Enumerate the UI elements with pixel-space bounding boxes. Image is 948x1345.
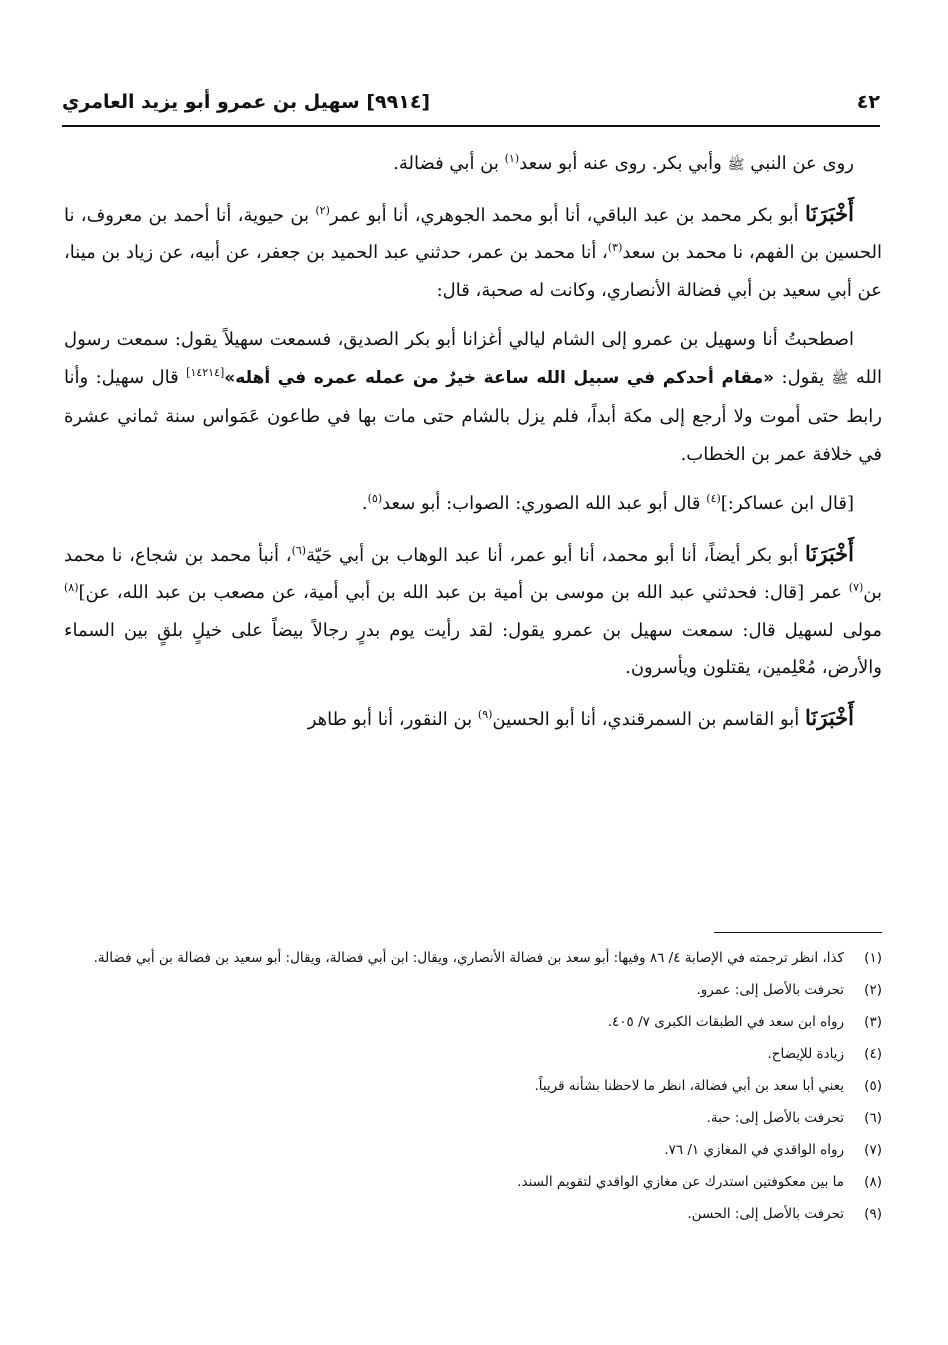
text: بن حيوية، أنا أحمد بن معروف، نا الحسين بن الفهم، نا محمد بن سعد xyxy=(64,204,882,263)
text: ، أنا محمد بن عمر، حدثني عبد الحميد بن جعفر، عن أبيه، عن زياد بن مينا، عن أبي سعيد بن أبي فضالة الأنصاري، وكانت له صحبة، قال: xyxy=(64,242,882,301)
footnote-number: (٤) xyxy=(864,1046,882,1062)
footnote-text: تحرفت بالأصل إلى: عمرو. xyxy=(696,982,844,998)
text: أبو القاسم بن السمرقندي، أنا أبو الحسين xyxy=(492,708,800,730)
salawat-glyph: ﷺ xyxy=(831,370,849,387)
footnote-ref-5[interactable]: (٥) xyxy=(367,492,383,505)
text: [قال ابن عساكر:] xyxy=(720,493,854,514)
footnote-4 xyxy=(62,1038,882,1070)
paragraph-4 xyxy=(64,485,882,523)
text: بن أبي فضالة. xyxy=(393,153,499,174)
footnote-number: (٦) xyxy=(864,1110,882,1126)
text: اصطحبتُ أنا وسهيل بن عمرو إلى الشام ليالي أغزانا أبو بكر الصديق، فسمعت سهيلاً يقول: سمعت رسول الله xyxy=(64,329,882,388)
text: قال سهيل: وأنا رابط حتى أموت ولا أرجع إلى مكة أبداً، فلم يزل بالشام حتى مات بها في طاعون عَمَواس سنة ثماني عشرة في خلافة عمر بن الخطاب. xyxy=(64,366,883,465)
keyword-akhbarana: أَخْبَرَنَا xyxy=(805,704,854,730)
header-rule xyxy=(62,125,880,127)
text: وأبي بكر. روى عنه أبو سعد xyxy=(519,153,722,174)
footnote-ref-1[interactable]: (١) xyxy=(504,152,520,165)
footnote-separator xyxy=(714,932,882,933)
footnote-number: (٧) xyxy=(864,1142,882,1158)
text: يقول: xyxy=(781,366,825,388)
footnote-text: تحرفت بالأصل إلى: حبة. xyxy=(706,1110,844,1126)
footnote-9 xyxy=(62,1198,882,1230)
paragraph-3 xyxy=(64,321,882,473)
footnote-ref-2[interactable]: (٢) xyxy=(315,203,330,217)
salawat-glyph: ﷺ xyxy=(727,157,745,173)
text: قال أبو عبد الله الصوري: الصواب: أبو سعد xyxy=(382,493,701,514)
text: أبو بكر محمد بن عبد الباقي، أنا أبو محمد الجوهري، أنا أبو عمر xyxy=(329,204,799,226)
footnote-text: ما بين معكوفتين استدرك عن مغازي الواقدي لتقويم السند. xyxy=(517,1174,844,1190)
text: أبو بكر أيضاً، أنا أبو محمد، أنا أبو عمر، أنا عبد الوهاب بن أبي حَيّة xyxy=(306,544,799,566)
keyword-akhbarana: أَخْبَرَنَا xyxy=(805,540,854,566)
hadith-text: «مقام أحدكم في سبيل الله ساعة خيرٌ من عمله عمره في أهله» xyxy=(224,367,775,388)
main-text xyxy=(64,145,882,750)
footnote-text: يعني أبا سعد بن أبي فضالة، انظر ما لاحظنا بشأنه قريباً. xyxy=(534,1078,844,1094)
footnote-text: كذا، انظر ترجمته في الإصابة ٤/ ٨٦ وفيها: أبو سعد بن فضالة الأنصاري، ويقال: ابن أبي فضالة، ويقال: أبو سعيد بن فضالة بن أبي فضالة. xyxy=(93,950,844,966)
text: . xyxy=(361,493,368,514)
page-number: ٤٢ xyxy=(856,91,880,113)
footnotes xyxy=(62,942,882,1230)
footnote-1 xyxy=(62,942,882,974)
hadith-number: [١٤٢١٤] xyxy=(186,365,225,379)
footnote-number: (٢) xyxy=(864,982,882,998)
header-title: [٩٩١٤] سهيل بن عمرو أبو يزيد العامري xyxy=(62,91,431,113)
text: بن النقور، أنا أبو طاهر xyxy=(307,708,473,730)
footnote-number: (٥) xyxy=(864,1078,882,1094)
paragraph-5 xyxy=(64,535,882,687)
footnote-2 xyxy=(62,974,882,1006)
footnote-7 xyxy=(62,1134,882,1166)
footnote-text: رواه ابن سعد في الطبقات الكبرى ٧/ ٤٠٥. xyxy=(607,1014,844,1030)
keyword-akhbarana: أَخْبَرَنَا xyxy=(805,200,854,226)
text: مولى لسهيل قال: سمعت سهيل بن عمرو يقول: لقد رأيت يوم بدرٍ رجالاً بيضاً على خيلٍ بلقٍ بين السماء والأرض، مُعْلِمين، يقتلون ويأسرون. xyxy=(64,619,882,678)
footnote-ref-6[interactable]: (٦) xyxy=(291,543,307,557)
footnote-number: (٨) xyxy=(864,1174,882,1190)
footnote-8 xyxy=(62,1166,882,1198)
footnote-ref-8[interactable]: (٨) xyxy=(64,581,79,594)
running-header xyxy=(62,84,880,120)
footnote-text: تحرفت بالأصل إلى: الحسن. xyxy=(687,1206,844,1222)
footnote-ref-9[interactable]: (٩) xyxy=(477,707,493,721)
footnote-ref-4[interactable]: (٤) xyxy=(706,492,721,505)
text: روى عن النبي xyxy=(750,153,854,174)
footnote-text: زيادة للإيضاح. xyxy=(767,1046,844,1062)
footnote-number: (٩) xyxy=(864,1206,882,1222)
footnote-ref-3[interactable]: (٣) xyxy=(607,241,623,254)
paragraph-1 xyxy=(64,145,882,185)
footnote-ref-7[interactable]: (٧) xyxy=(848,581,864,594)
text: عمر [قال: فحدثني عبد الله بن موسى بن أمية بن عبد الله بن أبي أمية، عن مصعب بن عبد الله، عن] xyxy=(78,582,842,603)
footnote-5 xyxy=(62,1070,882,1102)
footnote-text: رواه الواقدي في المغازي ١/ ٧٦. xyxy=(664,1142,844,1158)
footnote-number: (٣) xyxy=(864,1014,882,1030)
footnote-3 xyxy=(62,1006,882,1038)
text: ، أنبأ محمد بن شجاع، نا محمد بن xyxy=(64,544,882,603)
footnote-6 xyxy=(62,1102,882,1134)
footnote-number: (١) xyxy=(864,950,882,966)
paragraph-2 xyxy=(64,195,882,310)
paragraph-6 xyxy=(64,699,882,739)
